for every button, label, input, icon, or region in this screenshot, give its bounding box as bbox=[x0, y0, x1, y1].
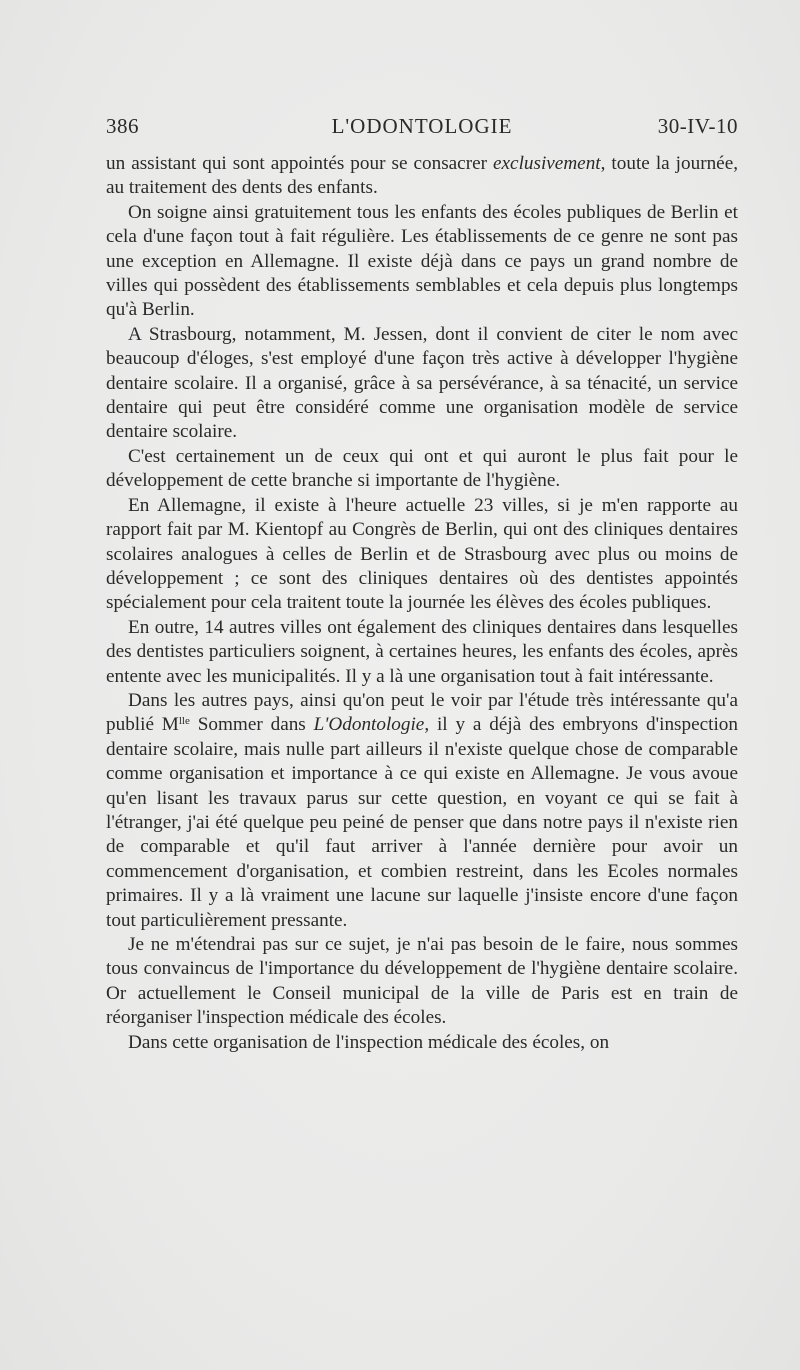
issue-date: 30-IV-10 bbox=[657, 114, 738, 138]
paragraph: Dans cette organisation de l'inspection médicale des écoles, on bbox=[128, 1031, 610, 1053]
text-run: , toute la journée, au traitement des dents des enfants. bbox=[106, 153, 739, 199]
journal-title-italic: L'Odontologie bbox=[313, 714, 425, 736]
paragraph: On soigne ainsi gratuitement tous les enfants des écoles publiques de Berlin et cela d'une façon tout à fait régulière. Les établissements de ce genre ne sont pas une exception en Allemagne. Il existe déjà dans ce pays un grand nombre de villes qui possèdent des établissements semblables et cela depuis plus longtemps qu'à Berlin. bbox=[106, 201, 738, 321]
paragraph: C'est certainement un de ceux qui ont et qui auront le plus fait pour le développement de cette branche si importante de l'hygiène. bbox=[106, 445, 738, 492]
text-run: un assistant qui sont appointés pour se consacrer bbox=[106, 153, 494, 174]
text-run: , il y a déjà des embryons d'inspection dentaire scolaire, mais nulle part ailleurs il n'existe quelque chose de comparable comme organisation et importance à ce qui existe en Allemagne. Je vous avoue qu'en lisant les travaux parus sur cette question, en voyant ce qui se fait à l'étranger, j'ai été quelque peu peiné de penser que dans notre pays il n'existe rien de comparable et qu'il faut arriver à l'année dernière pour avoir un commencement d'organisation, et combien restreint, dans les Ecoles normales primaires. Il y a là vraiment une lacune sur laquelle j'insiste encore d'une façon tout particulièrement pressante. bbox=[106, 714, 738, 931]
paragraph: A Strasbourg, notamment, M. Jessen, dont il convient de citer le nom avec beaucoup d'éloges, s'est employé d'une façon très active à développer l'hygiène dentaire scolaire. Il a organisé, grâce à sa persévérance, à sa ténacité, un service dentaire qui peut être considéré comme une organisation modèle de service dentaire scolaire. bbox=[106, 323, 738, 443]
paragraph: Je ne m'étendrai pas sur ce sujet, je n'ai pas besoin de le faire, nous sommes tous convaincus de l'importance du développement de l'hygiène dentaire scolaire. Or actuellement le Conseil municipal de la ville de Paris est en train de réorganiser l'inspection médicale des écoles. bbox=[106, 934, 738, 1029]
page-number: 386 bbox=[106, 114, 139, 138]
body-text bbox=[106, 152, 738, 1055]
superscript-abbreviation: lle bbox=[178, 715, 190, 728]
running-title: L'ODONTOLOGIE bbox=[331, 114, 513, 138]
text-run: Sommer dans bbox=[189, 714, 314, 736]
paragraph bbox=[106, 689, 738, 933]
text-run: Dans les autres pays, ainsi qu'on peut le voir par l'étude très intéressante qu'a publié M bbox=[106, 689, 738, 736]
italic-emphasis: exclusivement bbox=[493, 153, 601, 174]
paragraph-continued bbox=[106, 152, 738, 201]
page-header bbox=[106, 114, 738, 144]
paragraph: En Allemagne, il existe à l'heure actuelle 23 villes, si je m'en rapporte au rapport fait par M. Kientopf au Congrès de Berlin, qui ont des cliniques dentaires scolaires analogues à celles de Berlin et de Strasbourg avec plus ou moins de développement ; ce sont des cliniques dentaires où des dentistes appointés spécialement pour cela traitent toute la journée les élèves des écoles publiques. bbox=[106, 494, 738, 614]
paragraph: En outre, 14 autres villes ont également des cliniques dentaires dans lesquelles des dentistes particuliers soignent, à certaines heures, les enfants des écoles, après entente avec les municipalités. Il y a là une organisation tout à fait intéressante. bbox=[106, 616, 738, 687]
